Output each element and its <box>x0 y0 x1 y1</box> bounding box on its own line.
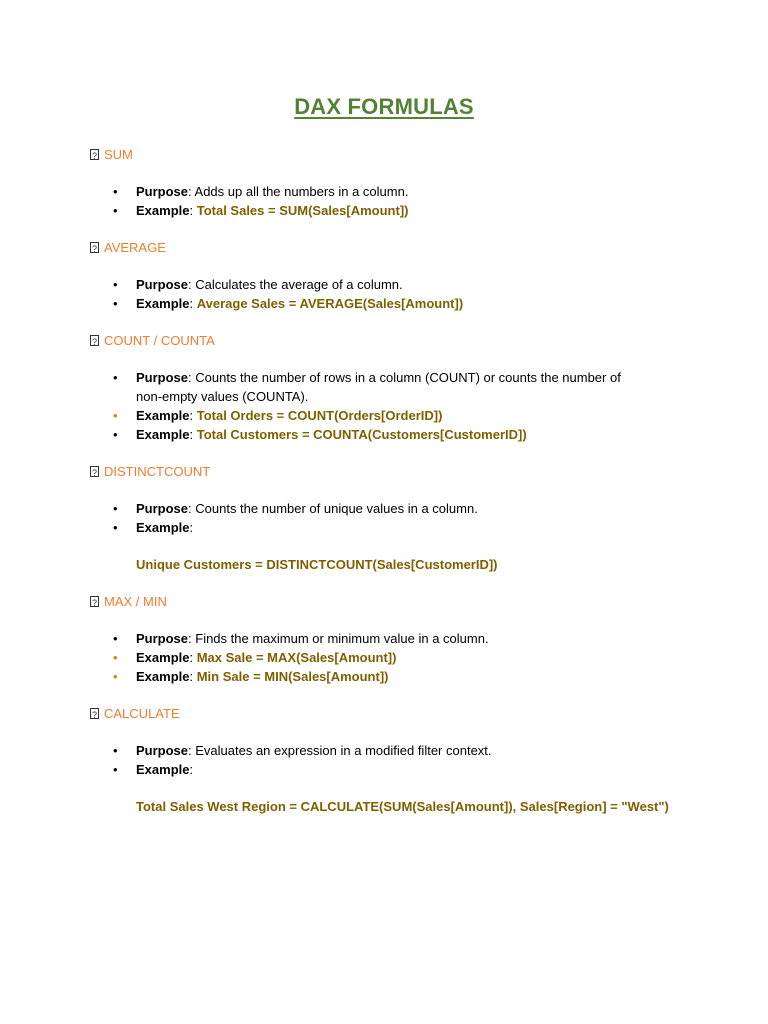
section-max-min <box>90 592 710 686</box>
bullet-icon: • <box>113 762 118 777</box>
list-item: • Example: Total Customers = COUNTA(Customers[CustomerID]) <box>113 427 527 442</box>
example-code: Min Sale = MIN(Sales[Amount]) <box>196 669 389 684</box>
heading-text: CALCULATE <box>104 706 180 721</box>
example-code: Total Sales = SUM(Sales[Amount]) <box>196 203 409 218</box>
bullet-list <box>90 629 710 686</box>
section-heading <box>90 145 710 164</box>
bullet-icon: • <box>113 669 118 684</box>
bullet-icon: • <box>113 650 118 665</box>
missing-glyph-icon <box>90 335 99 346</box>
purpose-label: Purpose <box>136 184 189 199</box>
list-item: • Example: Min Sale = MIN(Sales[Amount]) <box>113 669 389 684</box>
list-item: • Example: Total Orders = COUNT(Orders[OrderID]) <box>113 408 443 423</box>
example-label: Example <box>136 650 190 665</box>
list-item: • Example: Average Sales = AVERAGE(Sales[Amount]) <box>113 296 464 311</box>
bullet-icon: • <box>113 296 118 311</box>
bullet-icon: • <box>113 408 118 423</box>
list-item: • Purpose: Calculates the average of a column. <box>113 277 403 292</box>
list-item: • Purpose: Finds the maximum or minimum value in a column. <box>113 631 489 646</box>
bullet-icon: • <box>113 184 118 199</box>
list-item: • Purpose: Evaluates an expression in a modified filter context. <box>113 743 492 758</box>
list-item: • Example: <box>113 520 194 535</box>
example-code: Unique Customers = DISTINCTCOUNT(Sales[CustomerID]) <box>136 557 498 572</box>
purpose-text: Counts the number of unique values in a column. <box>195 501 478 516</box>
heading-text: MAX / MIN <box>104 594 167 609</box>
missing-glyph-icon <box>90 596 99 607</box>
section-heading <box>90 238 710 257</box>
list-item: • Example: <box>113 762 194 777</box>
purpose-label: Purpose <box>136 370 189 385</box>
purpose-text: Calculates the average of a column. <box>195 277 403 292</box>
example-label: Example <box>136 669 190 684</box>
code-block <box>90 555 710 574</box>
example-code: Max Sale = MAX(Sales[Amount]) <box>196 650 397 665</box>
section-distinctcount <box>90 462 710 574</box>
example-code: Total Customers = COUNTA(Customers[CustomerID]) <box>196 427 527 442</box>
section-count-counta <box>90 331 710 444</box>
purpose-text: Evaluates an expression in a modified filter context. <box>195 743 492 758</box>
example-label: Example <box>136 762 190 777</box>
missing-glyph-icon <box>90 242 99 253</box>
list-item: • Purpose: Counts the number of unique values in a column. <box>113 501 478 516</box>
bullet-icon: • <box>113 370 118 385</box>
section-sum <box>90 145 710 220</box>
heading-text: COUNT / COUNTA <box>104 333 215 348</box>
section-calculate <box>90 704 710 816</box>
missing-glyph-icon <box>90 149 99 160</box>
heading-text: SUM <box>104 147 133 162</box>
example-code: Total Orders = COUNT(Orders[OrderID]) <box>196 408 443 423</box>
bullet-icon: • <box>113 631 118 646</box>
bullet-icon: • <box>113 203 118 218</box>
bullet-list <box>90 741 710 779</box>
list-item: • Purpose: Counts the number of rows in a column (COUNT) or counts the number of non-empty values (COUNTA). <box>113 370 621 404</box>
list-item: • Example: Max Sale = MAX(Sales[Amount]) <box>113 650 397 665</box>
bullet-icon: • <box>113 501 118 516</box>
section-heading <box>90 462 710 481</box>
purpose-text: Adds up all the numbers in a column. <box>194 184 409 199</box>
section-average <box>90 238 710 313</box>
bullet-icon: • <box>113 427 118 442</box>
example-label: Example <box>136 203 190 218</box>
bullet-list <box>90 275 710 313</box>
code-block <box>90 797 710 816</box>
list-item: • Purpose: Adds up all the numbers in a column. <box>113 184 409 199</box>
example-label: Example <box>136 296 190 311</box>
example-code: Average Sales = AVERAGE(Sales[Amount]) <box>196 296 464 311</box>
bullet-icon: • <box>113 743 118 758</box>
missing-glyph-icon <box>90 466 99 477</box>
purpose-label: Purpose <box>136 743 189 758</box>
example-code: Total Sales West Region = CALCULATE(SUM(Sales[Amount]), Sales[Region] = "West") <box>136 799 669 814</box>
example-label: Example <box>136 408 190 423</box>
example-label: Example <box>136 520 190 535</box>
purpose-text-continued: non-empty values (COUNTA). <box>136 389 309 404</box>
heading-text: AVERAGE <box>104 240 166 255</box>
page-title: DAX FORMULAS <box>294 94 474 119</box>
purpose-label: Purpose <box>136 631 189 646</box>
purpose-text: Counts the number of rows in a column (COUNT) or counts the number of <box>195 370 621 385</box>
section-heading <box>90 331 710 350</box>
section-heading <box>90 704 710 723</box>
bullet-icon: • <box>113 277 118 292</box>
bullet-list <box>90 182 710 220</box>
bullet-icon: • <box>113 520 118 535</box>
section-heading <box>90 592 710 611</box>
heading-text: DISTINCTCOUNT <box>104 464 211 479</box>
missing-glyph-icon <box>90 708 99 719</box>
example-label: Example <box>136 427 190 442</box>
purpose-label: Purpose <box>136 501 189 516</box>
purpose-text: Finds the maximum or minimum value in a column. <box>195 631 489 646</box>
purpose-label: Purpose <box>136 277 189 292</box>
list-item: • Example: Total Sales = SUM(Sales[Amount]) <box>113 203 409 218</box>
bullet-list <box>90 499 710 537</box>
bullet-list <box>90 368 710 444</box>
